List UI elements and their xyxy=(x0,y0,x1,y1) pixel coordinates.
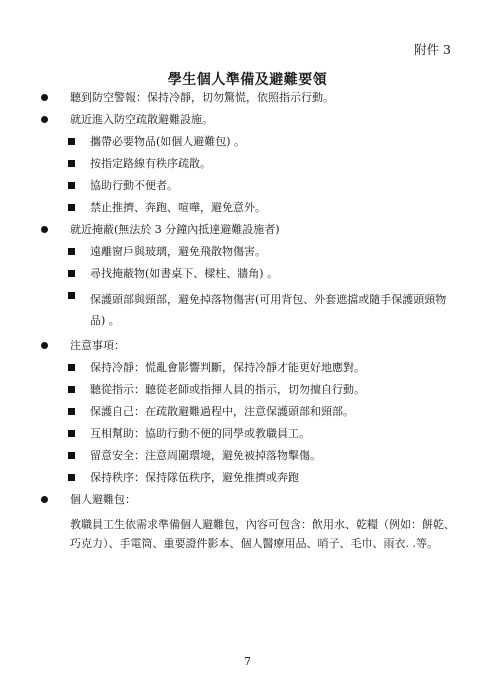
section-text: 就近進入防空疏散避難設施。 xyxy=(70,113,213,126)
subitem-text: 攜帶必要物品(如個人避難包) 。 xyxy=(90,135,246,148)
subitem xyxy=(36,361,461,375)
subitem xyxy=(36,157,461,171)
section-text: 聽到防空警報：保持冷靜，切勿驚慌，依照指示行動。 xyxy=(70,91,334,104)
section-item xyxy=(36,339,461,353)
subitem-text: 禁止推擠、奔跑、喧嘩，避免意外。 xyxy=(90,201,266,214)
subitem-text: 保持冷靜：慌亂會影響判斷，保持冷靜才能更好地應對。 xyxy=(90,361,365,374)
section-item xyxy=(36,223,461,237)
subitem-text: 保持秩序：保持隊伍秩序，避免推擠或奔跑 xyxy=(90,471,299,484)
subitem xyxy=(36,405,461,419)
section-item xyxy=(36,493,461,507)
square-bullet-icon xyxy=(68,182,75,189)
closing-paragraph: 教職員工生依需求準備個人避難包，內容可包含：飲用水、乾糧（例如：餅乾、巧克力）、手電筒、重要證件影本、個人醫療用品、哨子、毛巾、雨衣. .等。 xyxy=(70,518,455,550)
square-bullet-icon xyxy=(68,138,75,145)
subitem-text: 互相幫助：協助行動不便的同學或教職員工。 xyxy=(90,427,310,440)
subitem-text: 保護自己：在疏散避難過程中，注意保護頭部和頸部。 xyxy=(90,405,354,418)
subitem xyxy=(36,471,461,485)
square-bullet-icon xyxy=(68,364,75,371)
square-bullet-icon xyxy=(68,386,75,393)
square-bullet-icon xyxy=(68,292,75,299)
square-bullet-icon xyxy=(68,408,75,415)
square-bullet-icon xyxy=(68,430,75,437)
section-text: 個人避難包： xyxy=(70,493,136,506)
subitem-text: 聽從指示：聽從老師或指揮人員的指示，切勿擅自行動。 xyxy=(90,383,365,396)
square-bullet-icon xyxy=(68,248,75,255)
content-body xyxy=(36,91,461,553)
square-bullet-icon xyxy=(68,452,75,459)
bullet-icon xyxy=(41,116,48,123)
section-text: 就近掩蔽(無法於 3 分鐘內抵達避難設施者) xyxy=(70,223,280,236)
subitem xyxy=(36,245,461,259)
section-item xyxy=(36,113,461,127)
subitem xyxy=(36,383,461,397)
section-text: 注意事項： xyxy=(70,339,125,352)
document-title: 學生個人準備及避難要領 xyxy=(167,72,328,88)
subitem-text: 遠離窗戶與玻璃，避免飛散物傷害。 xyxy=(90,245,266,258)
page-number: 7 xyxy=(244,655,251,668)
square-bullet-icon xyxy=(68,474,75,481)
subitem xyxy=(36,135,461,149)
subitem-text: 協助行動不便者。 xyxy=(90,179,178,192)
subitem-text: 保護頭部與頸部，避免掉落物傷害(可用背包、外套遮擋或隨手保護頭頸物品) 。 xyxy=(90,293,447,327)
square-bullet-icon xyxy=(68,204,75,211)
subitem xyxy=(36,179,461,193)
bullet-icon xyxy=(41,496,48,503)
annex-label: 附件 3 xyxy=(414,42,451,57)
subitem-text: 按指定路線有秩序疏散。 xyxy=(90,157,211,170)
section-item xyxy=(36,91,461,105)
square-bullet-icon xyxy=(68,160,75,167)
subitem xyxy=(36,201,461,215)
bullet-icon xyxy=(41,226,48,233)
subitem xyxy=(36,289,461,331)
square-bullet-icon xyxy=(68,270,75,277)
subitem xyxy=(36,449,461,463)
bullet-icon xyxy=(41,94,48,101)
subitem-text: 留意安全：注意周圍環境，避免被掉落物擊傷。 xyxy=(90,449,321,462)
subitem xyxy=(36,427,461,441)
bullet-icon xyxy=(41,342,48,349)
subitem-text: 尋找掩蔽物(如書桌下、樑柱、牆角) 。 xyxy=(90,267,279,280)
subitem xyxy=(36,267,461,281)
